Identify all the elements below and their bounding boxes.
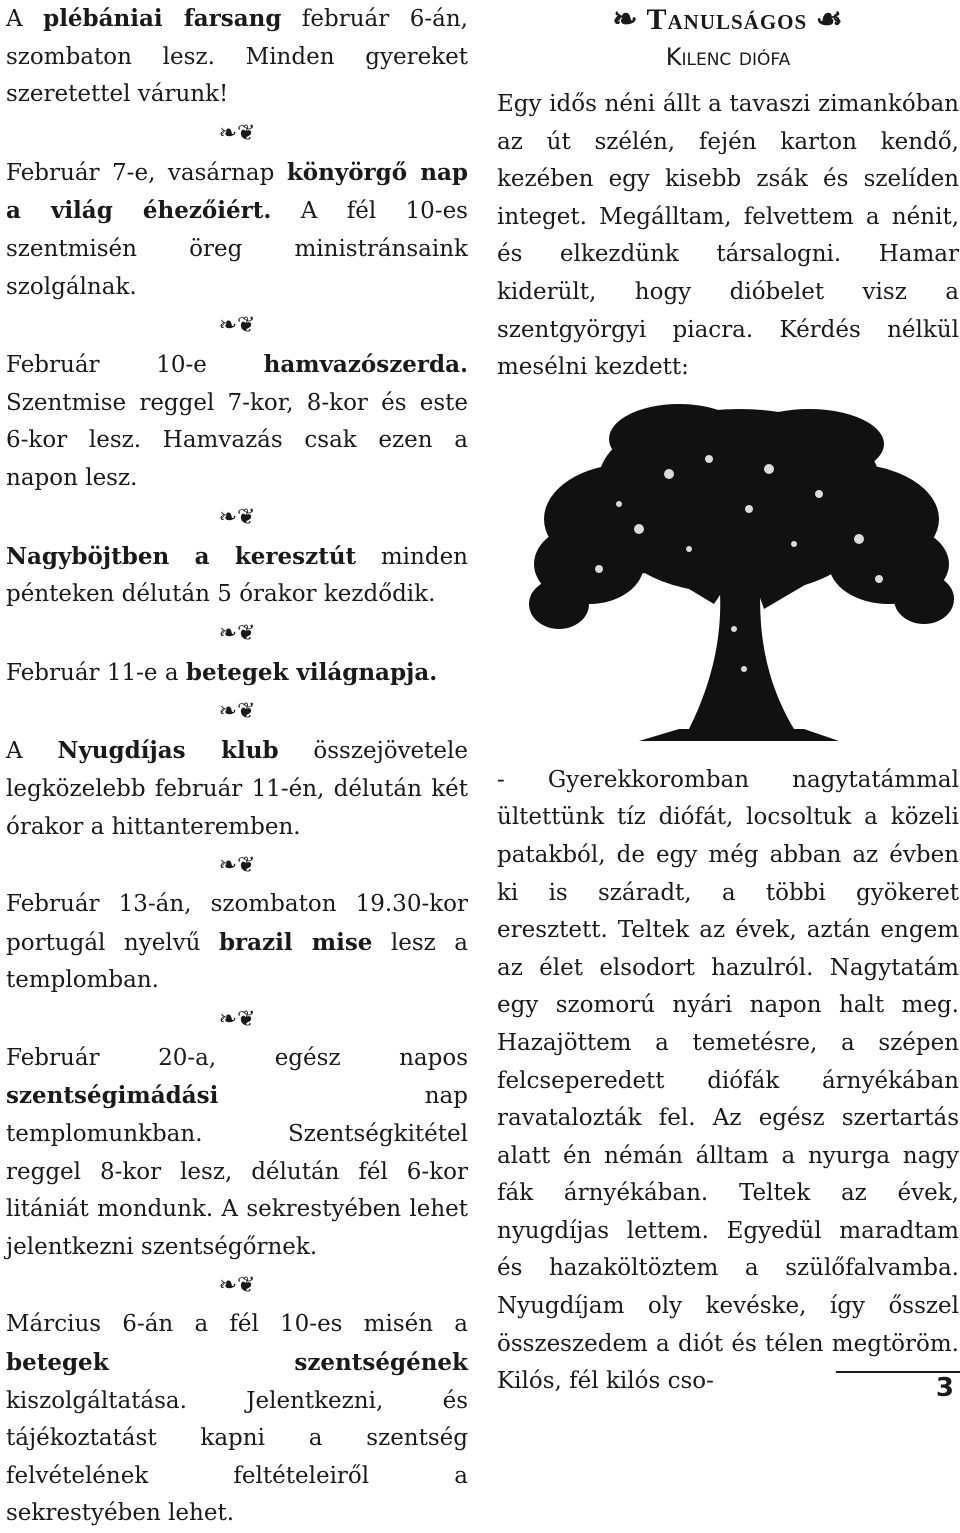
section-heading (497, 2, 959, 38)
fleuron-divider-icon: ❧❦ (218, 1273, 256, 1299)
fleuron-divider-icon: ❧❦ (218, 620, 256, 646)
text: Február 7-e, vasárnap (6, 159, 287, 186)
notice-betegek-vilagnapja (6, 654, 468, 693)
story-title: Kilenc diófa (665, 43, 791, 71)
text: Február 20-a, egész napos (6, 1044, 468, 1071)
notice-keresztut (6, 538, 468, 614)
notice-betegek-szentsege (6, 1306, 468, 1533)
notice-brazil-mise (6, 886, 468, 1000)
notice-nyugdijas-klub (6, 732, 468, 846)
text: Február 13-án, szombaton 19.30-kor portugál nyelvű (6, 891, 468, 956)
text-bold: betegek világnapja. (185, 658, 438, 686)
text: Szentmise reggel 7-kor, 8-kor és este 6-kor lesz. Hamvazás csak ezen a napon lesz. (6, 389, 468, 491)
text: Március 6-án a fél 10-es misén a (6, 1311, 468, 1338)
text: minden pénteken délután 5 órakor kezdődik. (6, 543, 468, 608)
fleuron-divider-icon: ❧❦ (218, 313, 256, 339)
ornament-divider (6, 1266, 468, 1306)
text: Február 11-e a (6, 659, 186, 686)
story-body: - Gyerekkoromban nagytatámmal ültettünk tíz diófát, locsoltuk a közeli patakból, de egy még abban az évben ki is száradt, a többi gyökeret eresztett. Teltek az évek, aztán engem az élet elsodort hazulról. Nagytatám egy szomorú nyári napon halt meg. Hazajöttem a temetésre, a szépen felcseperedett diófák árnyékában ravatalozták fel. Az egész szertartás alatt én némán álltam a nyurga nagy fák árnyékában. Teltek az évek, nyugdíjas lettem. Egyedül maradtam és hazaköltöztem a szülőfalvamba. Nyugdíjam oly kevéske, így ősszel összeszedem a diót és télen megtöröm. Kilós, fél kilós cso- (497, 766, 959, 1395)
fleuron-left-icon: ❧ (612, 3, 639, 36)
text-bold: plébániai farsang (43, 5, 282, 32)
text: február 6-án, szombaton lesz. Minden gyereket szeretettel várunk! (6, 6, 468, 108)
text-bold: hamvazószerda. (263, 351, 468, 379)
ornament-divider (6, 614, 468, 654)
text: nap templomunkban. Szentségkitétel reggel 8-kor lesz, délután fél 6-kor litániát mondunk. A sekrestyében lehet jelentkezni szentségőrnek. (6, 1083, 468, 1260)
ornament-divider (6, 846, 468, 886)
fleuron-right-icon: ☙ (815, 3, 844, 36)
page-number: 3 (935, 1373, 954, 1403)
fleuron-divider-icon: ❧❦ (218, 504, 256, 530)
notice-farsang (6, 0, 468, 114)
notice-hamvazoszerda (6, 346, 468, 497)
section-heading-text: Tanulságos (646, 3, 808, 36)
ornament-divider (6, 306, 468, 346)
text: A (6, 6, 44, 32)
story-intro: Egy idős néni állt a tavaszi zimankóban az út szélén, fején karton kendő, kezében egy kisebb zsák és szelíden integet. Megálltam, felvettem a nénit, és elkezdünk társalogni. Hamar kiderült, hogy dióbelet visz a szentgyörgyi piacra. Kérdés nélkül mesélni kezdett: (497, 91, 959, 381)
notice-konyorgo-nap (6, 154, 468, 306)
fleuron-divider-icon: ❧❦ (218, 1006, 256, 1032)
fleuron-divider-icon: ❧❦ (218, 699, 256, 725)
ornament-divider (6, 692, 468, 732)
text: lesz a templomban. (6, 929, 468, 994)
text: összejövetele legközelebb február 11-én, délután két órakor a hittanteremben. (6, 738, 468, 840)
tree-icon (519, 399, 959, 744)
fleuron-divider-icon: ❧❦ (218, 120, 256, 146)
right-column (497, 0, 959, 1401)
notice-szentsegimadas (6, 1040, 468, 1267)
text-bold: brazil mise (218, 928, 373, 956)
text-bold: Nyugdíjas klub (57, 737, 279, 765)
fleuron-divider-icon: ❧❦ (218, 853, 256, 879)
walnut-tree-illustration (519, 399, 959, 744)
text-bold: szentségimádási (6, 1082, 219, 1110)
text: Február 10-e (6, 352, 264, 379)
text: A fél 10-es szentmisén öreg ministránsaink szolgálnak. (6, 198, 468, 300)
ornament-divider (6, 1000, 468, 1040)
text: A (6, 738, 58, 765)
text-bold: Nagyböjtben a keresztút (6, 542, 357, 570)
text-bold: betegek szentségének (6, 1349, 468, 1377)
ornament-divider (6, 498, 468, 538)
text: kiszolgáltatása. Jelentkezni, és tájékoztatást kapni a szentség felvételének feltételeiről a sekrestyében lehet. (6, 1387, 468, 1527)
text-bold: könyörgő nap a világ éhezőiért. (6, 158, 468, 225)
left-column (6, 0, 468, 1533)
ornament-divider (6, 114, 468, 154)
